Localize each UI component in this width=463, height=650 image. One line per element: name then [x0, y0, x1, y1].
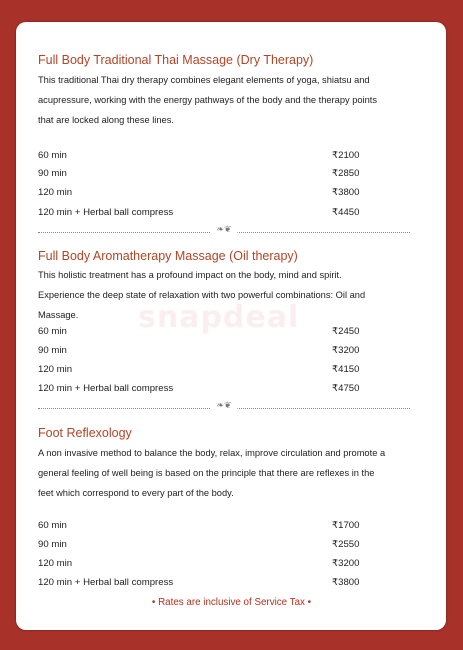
rate-duration: 90 min [38, 168, 67, 179]
rate-duration: 120 min + Herbal ball compress [38, 577, 174, 588]
rate-row [38, 343, 410, 361]
rate-row [38, 166, 410, 184]
rate-price: ₹3800 [332, 577, 360, 588]
section-title-foot-reflexology: Foot Reflexology [38, 426, 132, 440]
rate-row [38, 556, 410, 574]
rate-price: ₹4750 [332, 383, 360, 394]
rate-price: ₹3200 [332, 558, 360, 569]
section-description-thai: This traditional Thai dry therapy combines elegant elements of yoga, shiatsu and acupressure, working with the energy pathways of the body and the therapy points that are locked along these lines. [38, 75, 378, 125]
rate-duration: 90 min [38, 345, 67, 356]
rate-duration: 120 min + Herbal ball compress [38, 207, 174, 218]
rate-price: ₹2100 [332, 150, 360, 161]
rate-price: ₹3800 [332, 187, 360, 198]
rate-duration: 120 min [38, 364, 73, 375]
rate-duration: 90 min [38, 539, 67, 550]
rate-row [38, 537, 410, 555]
rate-duration: 60 min [38, 326, 67, 337]
service-tax-note: • Rates are inclusive of Service Tax • [151, 597, 312, 608]
rate-price: ₹4450 [332, 207, 360, 218]
rate-row [38, 575, 410, 593]
rate-price: ₹4150 [332, 364, 360, 375]
rate-price: ₹2850 [332, 168, 360, 179]
rate-row [38, 381, 410, 399]
section-divider [38, 400, 410, 409]
rate-row [38, 362, 410, 380]
watermark: snapdeal [138, 300, 300, 335]
section-description-aromatherapy: This holistic treatment has a profound impact on the body, mind and spirit. Experience the deep state of relaxation with two powerful combinations: Oil and Massage. [38, 270, 366, 320]
rate-duration: 120 min + Herbal ball compress [38, 383, 174, 394]
rate-row [38, 148, 410, 166]
rate-duration: 120 min [38, 558, 73, 569]
ornament-icon: ❧❦ [210, 225, 237, 235]
section-divider [38, 224, 410, 233]
rate-duration: 120 min [38, 187, 73, 198]
rate-duration: 60 min [38, 150, 67, 161]
section-description-foot-reflexology: A non invasive method to balance the body, relax, improve circulation and promote a general feeling of well being is based on the principle that there are reflexes in the feet which correspond to every part of the body. [38, 448, 386, 498]
section-title-aromatherapy: Full Body Aromatherapy Massage (Oil therapy) [38, 249, 298, 263]
rate-row [38, 324, 410, 342]
rate-price: ₹1700 [332, 520, 360, 531]
rate-price: ₹3200 [332, 345, 360, 356]
rate-row [38, 518, 410, 536]
rate-price: ₹2550 [332, 539, 360, 550]
rate-duration: 60 min [38, 520, 67, 531]
rate-row [38, 185, 410, 203]
rate-price: ₹2450 [332, 326, 360, 337]
rate-row [38, 205, 410, 223]
section-title-thai: Full Body Traditional Thai Massage (Dry Therapy) [38, 53, 314, 67]
ornament-icon: ❧❦ [210, 401, 237, 411]
